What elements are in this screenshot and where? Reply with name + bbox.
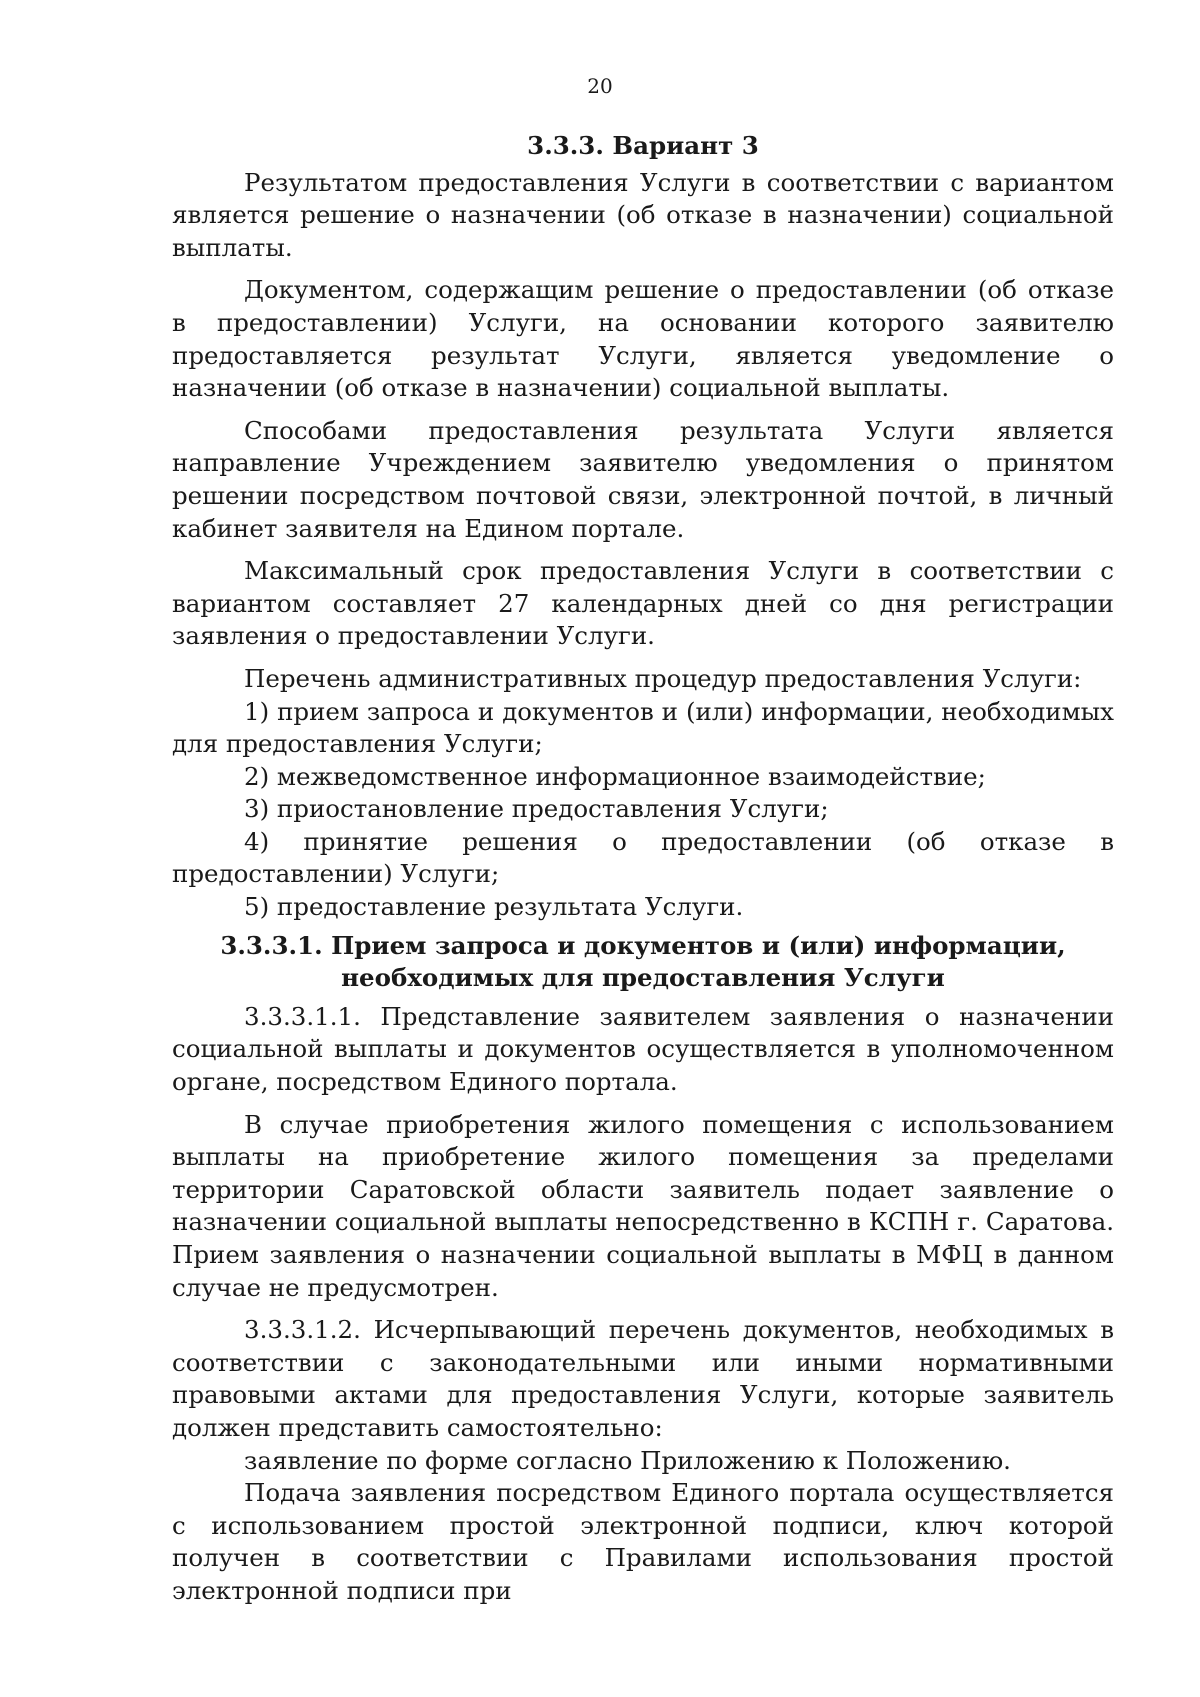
paragraph-outside-region: В случае приобретения жилого помещения с использованием выплаты на приобретение жилого помещения за пределами территории Саратовской области заявитель подает заявление о назначении социальной выплаты непосредственно в КСПН г. Саратова. Прием заявления о назначении социальной выплаты в МФЦ в данном случае не предусмотрен. xyxy=(172,1109,1114,1302)
procedure-item: 3) приостановление предоставления Услуги; xyxy=(244,794,829,824)
procedures-title: Перечень административных процедур предоставления Услуги: xyxy=(244,663,1082,693)
subsection-heading: 3.3.3.1. Прием запроса и документов и (или) информации, необходимых для предоставления Услуги xyxy=(220,930,1066,993)
paragraph-electronic-signature: Подача заявления посредством Единого портала осуществляется с использованием простой электронной подписи, ключ которой получен в соответствии с Правилами использования простой электронной подписи при xyxy=(172,1478,1114,1605)
paragraph-application-form: заявление по форме согласно Приложению к Положению. xyxy=(244,1445,1011,1475)
paragraph-result: Результатом предоставления Услуги в соответствии с вариантом является решение о назначении (об отказе в назначении) социальной выплаты. xyxy=(172,167,1114,262)
paragraph-submission: 3.3.3.1.1. Представление заявителем заявления о назначении социальной выплаты и документов осуществляется в уполномоченном органе, посредством Единого портала. xyxy=(172,1001,1114,1097)
paragraph-document: Документом, содержащим решение о предоставлении (об отказе в предоставлении) Услуги, на основании которого заявителю предоставляется результат Услуги, является уведомление о назначении (об отказе в назначении) социальной выплаты. xyxy=(172,275,1114,403)
section-heading: 3.3.3. Вариант 3 xyxy=(527,131,759,160)
procedure-item: 4) принятие решения о предоставлении (об отказе в предоставлении) Услуги; xyxy=(172,826,1114,889)
page-number: 20 xyxy=(587,74,613,98)
paragraph-max-term: Максимальный срок предоставления Услуги в соответствии с вариантом составляет 27 календарных дней со дня регистрации заявления о предоставлении Услуги. xyxy=(172,556,1114,651)
procedure-item: 2) межведомственное информационное взаимодействие; xyxy=(244,761,986,791)
paragraph-required-documents: 3.3.3.1.2. Исчерпывающий перечень документов, необходимых в соответствии с законодательными или иными нормативными правовыми актами для предоставления Услуги, которые заявитель должен представить самостоятельно: xyxy=(172,1315,1114,1442)
procedure-item: 5) предоставление результата Услуги. xyxy=(244,892,744,922)
procedure-item: 1) прием запроса и документов и (или) информации, необходимых для предоставления Услуги; xyxy=(172,696,1114,759)
paragraph-delivery-methods: Способами предоставления результата Услуги является направление Учреждением заявителю уведомления о принятом решении посредством почтовой связи, электронной почтой, в личный кабинет заявителя на Едином портале. xyxy=(172,415,1114,543)
document-body xyxy=(172,130,1114,1608)
